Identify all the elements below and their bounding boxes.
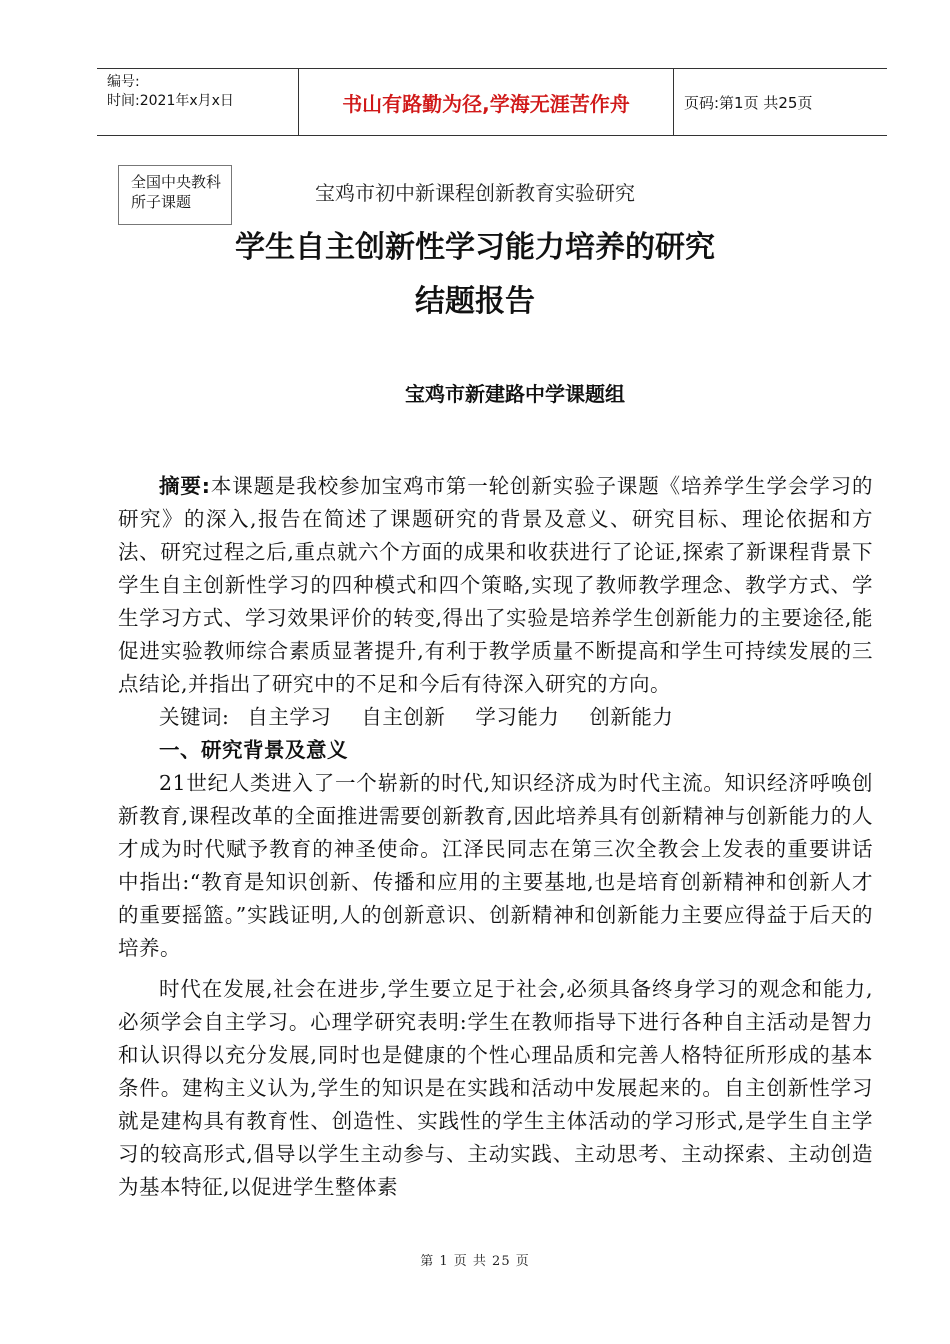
document-subtitle: 宝鸡市初中新课程创新教育实验研究 [315,181,635,205]
header-meta [97,69,299,135]
document-title-line2: 结题报告 [415,284,535,319]
page-header [97,68,887,136]
research-group: 宝鸡市新建路中学课题组 [405,382,625,406]
header-page-info: 页码:第1页 共25页 [684,93,813,112]
page-footer: 第 1 页 共 25 页 [420,1254,530,1269]
abstract-text: 本课题是我校参加宝鸡市第一轮创新实验子课题《培养学生学会学习的研究》的深入,报告在简述了课题研究的背景及意义、研究目标、理论依据和方法、研究过程之后,重点就六个方面的成果和收获进行了论证,探索了新课程背景下学生自主创新性学习的四种模式和四个策略,实现了教师教学理念、教学方式、学生学习方式、学习效果评价的转变,得出了实验是培养学生创新能力的主要途径,能促进实验教师综合素质显著提升,有利于教学质量不断提高和学生可持续发展的三点结论,并指出了研究中的不足和今后有待深入研究的方向。 [118,474,874,696]
time-label: 时间:2021年x月x日 [107,93,234,109]
abstract-paragraph [118,470,873,701]
body-paragraph: 时代在发展,社会在进步,学生要立足于社会,必须具备终身学习的观念和能力,必须学会自主学习。心理学研究表明:学生在教师指导下进行各种自主活动是智力和认识得以充分发展,同时也是健康的个性心理品质和完善人格特征所形成的基本条件。建构主义认为,学生的知识是在实践和活动中发展起来的。自主创新性学习就是建构具有教育性、创造性、实践性的学生主体活动的学习形式,是学生自主学习的较高形式,倡导以学生主动参与、主动实践、主动思考、主动探索、主动创造为基本特征,以促进学生整体素 [118,977,873,1199]
document-title: 学生自主创新性学习能力培养的研究 [235,230,715,265]
keyword-item: 自主创新 [361,705,446,729]
number-label: 编号: [107,74,140,90]
body-paragraph: 21世纪人类进入了一个崭新的时代,知识经济成为时代主流。知识经济呼唤创新教育,课程改革的全面推进需要创新教育,因此培养具有创新精神与创新能力的人才成为时代赋予教育的神圣使命。江泽民同志在第三次全教会上发表的重要讲话中指出:“教育是知识创新、传播和应用的主要基地,也是培育创新精神和创新人才的重要摇篮。”实践证明,人的创新意识、创新精神和创新能力主要应得益于后天的培养。 [118,771,873,960]
keyword-item: 创新能力 [589,705,674,729]
keyword-item: 学习能力 [475,705,560,729]
project-tag-box: 全国中央教科所子课题 [118,165,232,225]
abstract-label: 摘要: [159,474,211,498]
keywords-line [118,701,873,734]
section-heading: 一、研究背景及意义 [159,738,348,762]
keyword-item: 自主学习 [247,705,332,729]
header-motto: 书山有路勤为径,学海无涯苦作舟 [299,69,674,135]
document-body [118,470,873,1204]
keywords-label: 关键词: [159,705,230,729]
